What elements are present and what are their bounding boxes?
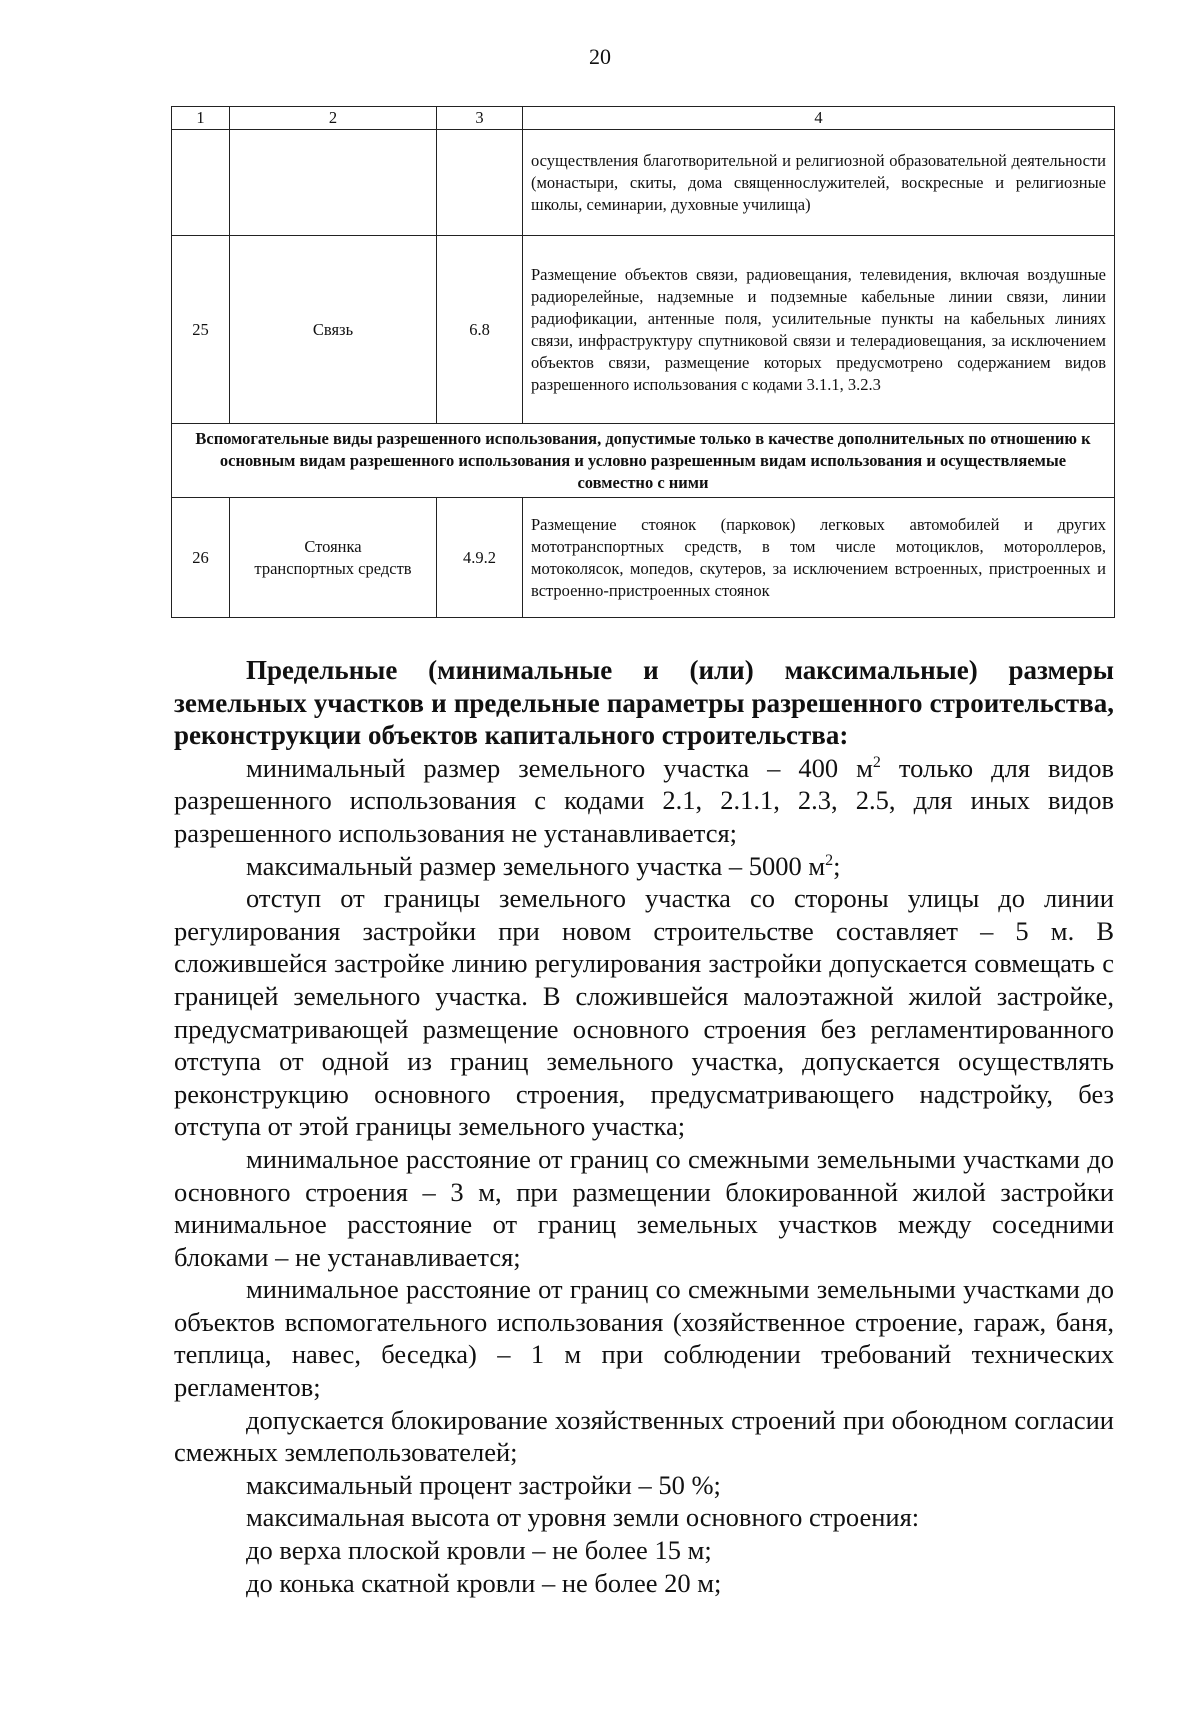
use-code-cell: 4.9.2 bbox=[437, 498, 523, 618]
min-plot-size-text-end: только для видов разрешенного использования с кодами 2.1, 2.1.1, 2.3, 2.5, для иных видов разрешенного использования не устанавливается; bbox=[174, 752, 1114, 848]
table-row bbox=[172, 130, 1115, 236]
pitched-roof-paragraph: до конька скатной кровли – не более 20 м; bbox=[246, 1567, 722, 1598]
use-code-cell: 6.8 bbox=[437, 236, 523, 424]
use-name-cell: Стоянка транспортных средств bbox=[230, 498, 437, 618]
header-cell: 4 bbox=[523, 107, 1115, 130]
row-number-cell: 25 bbox=[172, 236, 230, 424]
flat-roof-paragraph: до верха плоской кровли – не более 15 м; bbox=[246, 1535, 712, 1566]
row-number-cell: 26 bbox=[172, 498, 230, 618]
header-cell: 2 bbox=[230, 107, 437, 130]
header-cell: 1 bbox=[172, 107, 230, 130]
use-description-cell: осуществления благотворительной и религиозной образовательной деятельности (монастыри, скиты, дома священнослужителей, воскресные и религиозные школы, семинарии, духовные училища) bbox=[523, 130, 1115, 236]
use-name-cell: Связь bbox=[230, 236, 437, 424]
row-number-cell bbox=[172, 130, 230, 236]
table-header-row bbox=[172, 107, 1115, 130]
use-name-cell bbox=[230, 130, 437, 236]
parameters-heading: Предельные (минимальные и (или) максимальные) размеры земельных участков и предельные параметры разрешенного строительства, реконструкции объектов капитального строительства: bbox=[174, 655, 1114, 751]
auxiliary-uses-heading: Вспомогательные виды разрешенного использования, допустимые только в качестве дополнительных по отношению к основным видам разрешенного использования и условно разрешенным видам использования и осуществляемые совместно с ними bbox=[172, 424, 1115, 498]
max-height-paragraph: максимальная высота от уровня земли основного строения: bbox=[246, 1502, 920, 1533]
use-description-cell: Размещение стоянок (парковок) легковых автомобилей и других мототранспортных средств, в том числе мотоциклов, мотороллеров, мотоколясок, мопедов, скутеров, за исключением встроенных, пристроенных и встроенно-пристроенных стоянок bbox=[523, 498, 1115, 618]
max-plot-size-text-end: ; bbox=[833, 850, 841, 881]
street-setback-paragraph: отступ от границы земельного участка со стороны улицы до линии регулирования застройки при новом строительстве составляет – 5 м. В сложившейся застройке линию регулирования застройки допускается совмещать с границей земельного участка. В сложившейся малоэтажной жилой застройке, предусматривающей размещение основного строения без регламентированного отступа от одной из границ земельного участка, допускается осуществлять реконструкцию основного строения, предусматривающего надстройку, без отступа от этой границы земельного участка; bbox=[174, 883, 1114, 1142]
use-description-cell: Размещение объектов связи, радиовещания, телевидения, включая воздушные радиорелейные, надземные и подземные кабельные линии связи, линии радиофикации, антенные поля, усилительные пункты на кабельных линиях связи, инфраструктуру спутниковой связи и телерадиовещания, за исключением объектов связи, размещение которых предусмотрено содержанием видов разрешенного использования с кодами 3.1.1, 3.2.3 bbox=[523, 236, 1115, 424]
min-distance-main-building-paragraph: минимальное расстояние от границ со смежными земельными участками до основного строения – 3 м, при размещении блокированной жилой застройки минимальное расстояние от границ земельных участков между соседними блоками – не устанавливается; bbox=[174, 1143, 1114, 1272]
max-coverage-paragraph: максимальный процент застройки – 50 %; bbox=[246, 1469, 721, 1500]
header-cell: 3 bbox=[437, 107, 523, 130]
page-number: 20 bbox=[589, 44, 611, 69]
parameters-section bbox=[174, 654, 1114, 1599]
min-plot-size-paragraph bbox=[174, 752, 1114, 850]
table-row bbox=[172, 498, 1115, 618]
section-header-row bbox=[172, 424, 1115, 498]
min-plot-size-text: минимальный размер земельного участка – 400 м bbox=[246, 752, 873, 783]
blocking-paragraph: допускается блокирование хозяйственных строений при обоюдном согласии смежных землепользователей; bbox=[174, 1404, 1114, 1468]
min-distance-aux-buildings-paragraph: минимальное расстояние от границ со смежными земельными участками до объектов вспомогательного использования (хозяйственное строение, гараж, баня, теплица, навес, беседка) – 1 м при соблюдении требований технических регламентов; bbox=[174, 1274, 1114, 1403]
square-superscript: 2 bbox=[872, 753, 881, 771]
land-use-table bbox=[171, 106, 1115, 618]
table-row bbox=[172, 236, 1115, 424]
use-code-cell bbox=[437, 130, 523, 236]
square-superscript: 2 bbox=[825, 851, 834, 869]
max-plot-size-paragraph bbox=[174, 850, 1114, 883]
max-plot-size-text: максимальный размер земельного участка – 5000 м bbox=[246, 850, 826, 881]
